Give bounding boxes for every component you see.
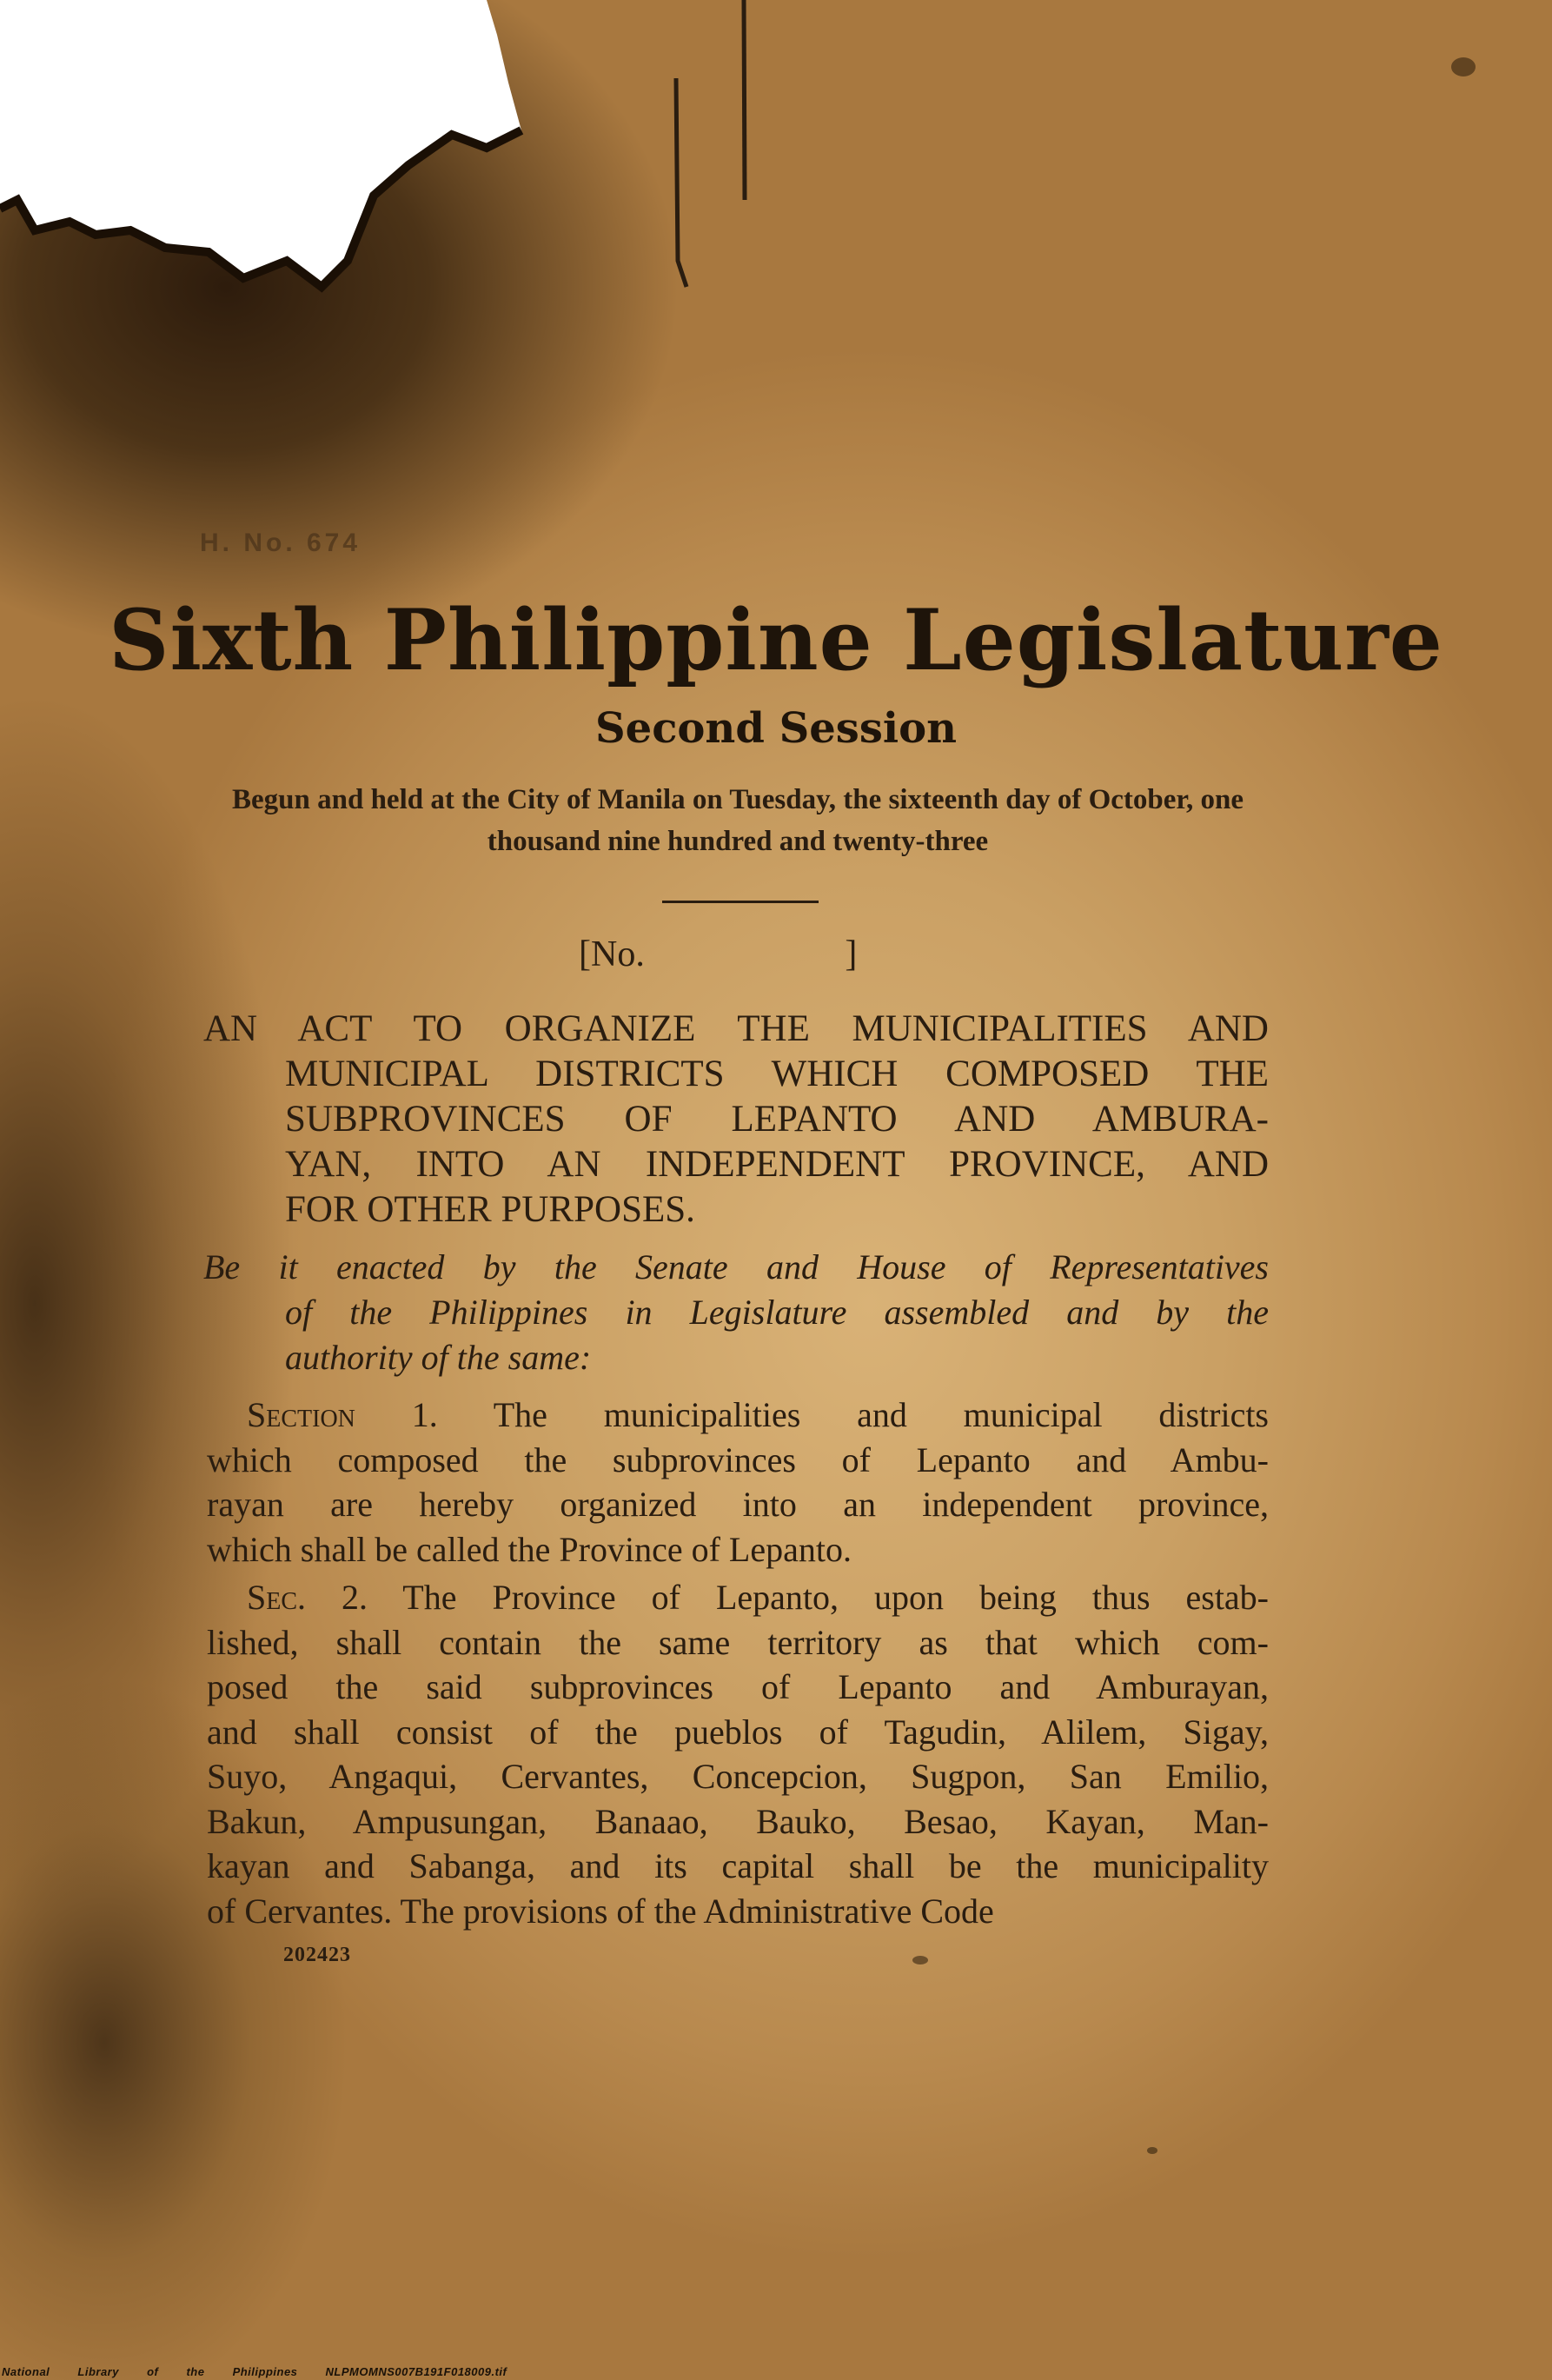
act-number-close: ] <box>845 934 858 974</box>
divider-rule <box>662 901 819 903</box>
section-1-line: 1. The municipalities and municipal districts <box>411 1395 1270 1434</box>
section-2-line: and shall consist of the pueblos of Tagudin, Alilem, Sigay, <box>207 1712 1269 1752</box>
act-title-line: YAN, INTO AN INDEPENDENT PROVINCE, AND <box>285 1144 1269 1185</box>
library-credit: National Library of the Philippines <box>2 2365 298 2378</box>
section-2-line: Suyo, Angaqui, Cervantes, Concepcion, Sugpon, San Emilio, <box>207 1757 1269 1796</box>
enacting-clause <box>203 1245 1269 1380</box>
section-2-line: lished, shall contain the same territory as that which com- <box>207 1622 1269 1662</box>
section-1 <box>207 1393 1269 1572</box>
bill-number: H. No. 674 <box>200 529 361 557</box>
section-1-line: rayan are hereby organized into an independent province, <box>207 1485 1269 1524</box>
legislature-title: Sixth Philippine Legislature <box>109 591 1443 689</box>
ink-blot <box>1451 57 1476 76</box>
act-title-line: SUBPROVINCES OF LEPANTO AND AMBURA- <box>285 1099 1269 1140</box>
ink-blot <box>912 1956 928 1964</box>
act-number-open: [No. <box>579 934 645 974</box>
act-number <box>579 934 857 975</box>
ink-marks <box>660 0 765 296</box>
section-2-line: kayan and Sabanga, and its capital shall be the municipality <box>207 1846 1269 1885</box>
page-id: 202423 <box>283 1944 351 1966</box>
enacting-clause-line: authority of the same: <box>285 1338 592 1377</box>
torn-corner <box>0 0 556 374</box>
section-2-line: of Cervantes. The provisions of the Administrative Code <box>207 1891 994 1931</box>
file-id: NLPMOMNS007B191F018009.tif <box>325 2365 507 2378</box>
section-2-line: 2. The Province of Lepanto, upon being thus estab- <box>342 1578 1270 1617</box>
enacting-clause-line: Be it enacted by the Senate and House of Representatives <box>203 1247 1269 1286</box>
session-title: Second Session <box>594 704 957 753</box>
enacting-clause-line: of the Philippines in Legislature assembled and by the <box>285 1293 1269 1332</box>
section-1-line: which shall be called the Province of Lepanto. <box>207 1529 852 1569</box>
section-1-label: Section <box>247 1395 355 1434</box>
act-title-line: FOR OTHER PURPOSES. <box>285 1189 695 1230</box>
act-title <box>203 1007 1269 1233</box>
begun-statement: Begun and held at the City of Manila on Tuesday, the sixteenth day of October, one thousand nine hundred and twenty-three <box>232 784 1244 857</box>
section-2 <box>207 1575 1269 1933</box>
act-title-line: MUNICIPAL DISTRICTS WHICH COMPOSED THE <box>285 1054 1269 1094</box>
section-2-label: Sec. <box>247 1578 307 1617</box>
section-2-line: Bakun, Ampusungan, Banaao, Bauko, Besao, Kayan, Man- <box>207 1801 1269 1841</box>
act-title-line: AN ACT TO ORGANIZE THE MUNICIPALITIES AND <box>203 1008 1269 1049</box>
ink-blot <box>1147 2147 1157 2154</box>
section-1-line: which composed the subprovinces of Lepanto and Ambu- <box>207 1439 1269 1479</box>
section-2-line: posed the said subprovinces of Lepanto and Amburayan, <box>207 1667 1269 1706</box>
section-2-first-line <box>207 1575 1269 1620</box>
footer-credit <box>2 2365 507 2378</box>
section-1-first-line <box>207 1393 1269 1438</box>
